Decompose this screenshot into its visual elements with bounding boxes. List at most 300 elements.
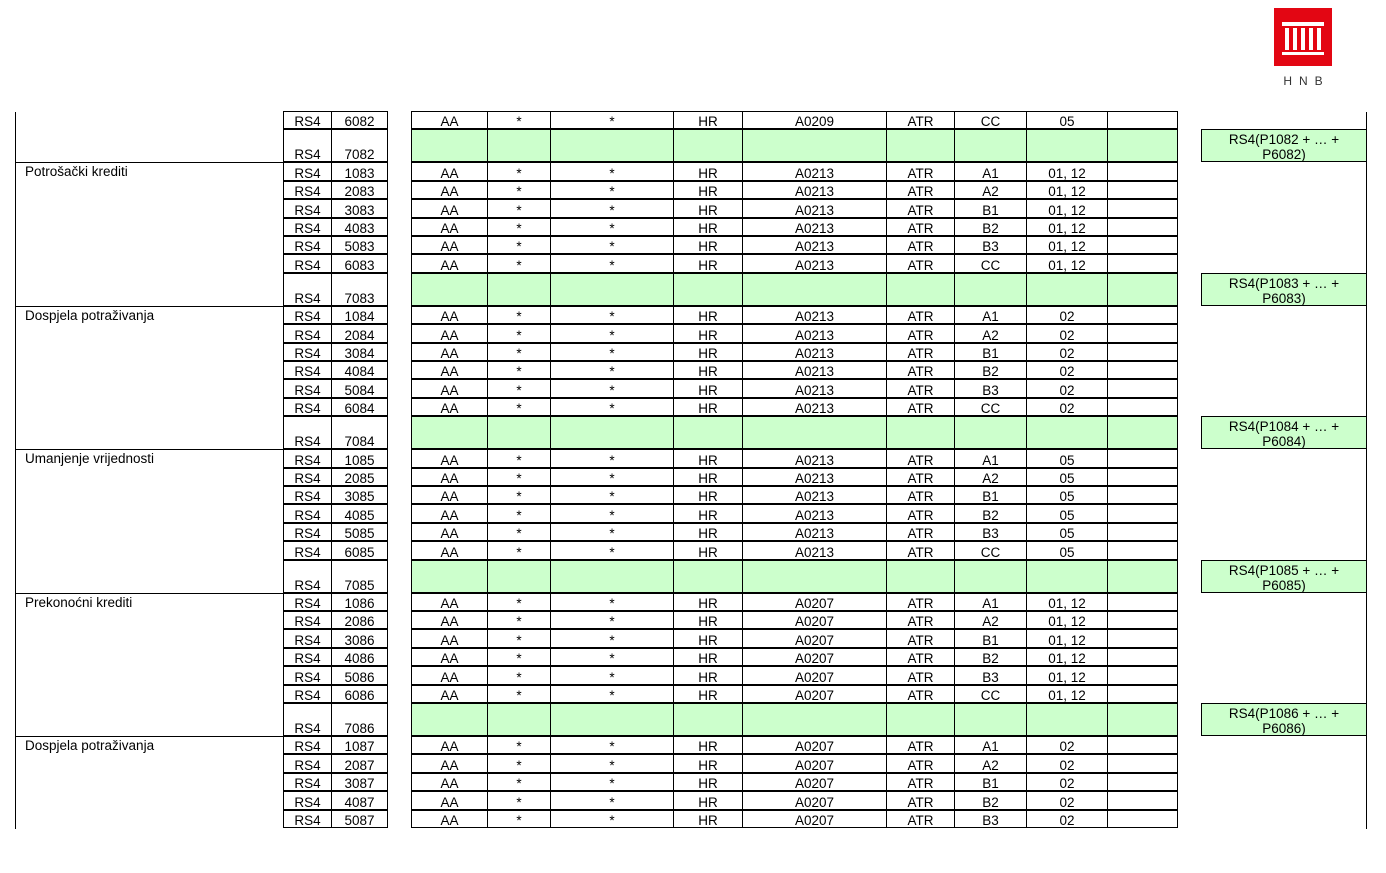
cell-s1: * bbox=[487, 754, 551, 773]
cell-code: 5086 bbox=[331, 666, 388, 685]
cell-cls: A2 bbox=[954, 324, 1027, 343]
cell-s1: * bbox=[487, 648, 551, 666]
cell-aa: AA bbox=[411, 593, 488, 611]
total-atr bbox=[886, 129, 955, 162]
cell-code: 6083 bbox=[331, 254, 388, 273]
total-code: 7084 bbox=[331, 416, 388, 449]
cell-s2: * bbox=[550, 629, 674, 648]
cell-val: 01, 12 bbox=[1026, 648, 1108, 666]
cell-s2: * bbox=[550, 111, 674, 129]
cell-blank bbox=[1107, 541, 1178, 560]
cell-s2: * bbox=[550, 361, 674, 379]
cell-aa: AA bbox=[411, 162, 488, 181]
cell-code: 4086 bbox=[331, 648, 388, 666]
cell-rs: RS4 bbox=[283, 593, 332, 611]
cell-aa: AA bbox=[411, 486, 488, 504]
cell-atr: ATR bbox=[886, 218, 955, 236]
cell-s1: * bbox=[487, 306, 551, 324]
cell-blank bbox=[1107, 343, 1178, 361]
cell-val: 02 bbox=[1026, 791, 1108, 810]
cell-aa: AA bbox=[411, 611, 488, 629]
cell-atr: ATR bbox=[886, 449, 955, 468]
total-a bbox=[742, 273, 887, 306]
cell-aa: AA bbox=[411, 629, 488, 648]
group-description: Umanjenje vrijednosti bbox=[25, 451, 155, 466]
cell-cls: B3 bbox=[954, 379, 1027, 398]
cell-aa: AA bbox=[411, 648, 488, 666]
total-formula bbox=[1201, 703, 1367, 736]
cell-cls: CC bbox=[954, 111, 1027, 129]
cell-s2: * bbox=[550, 218, 674, 236]
formula-line-1: RS4(P1086 + … + bbox=[1228, 706, 1340, 721]
cell-val: 05 bbox=[1026, 504, 1108, 523]
cell-atr: ATR bbox=[886, 666, 955, 685]
cell-rs: RS4 bbox=[283, 629, 332, 648]
cell-s1: * bbox=[487, 343, 551, 361]
cell-s2: * bbox=[550, 666, 674, 685]
cell-blank bbox=[1107, 593, 1178, 611]
total-s1 bbox=[487, 273, 551, 306]
cell-blank bbox=[1107, 361, 1178, 379]
total-blank bbox=[1107, 129, 1178, 162]
cell-rs: RS4 bbox=[283, 181, 332, 199]
cell-a: A0213 bbox=[742, 199, 887, 218]
total-cls bbox=[954, 416, 1027, 449]
formula-line-2: P6082) bbox=[1262, 147, 1306, 162]
cell-blank bbox=[1107, 162, 1178, 181]
cell-val: 01, 12 bbox=[1026, 218, 1108, 236]
total-rs: RS4 bbox=[283, 703, 332, 736]
cell-aa: AA bbox=[411, 666, 488, 685]
cell-s2: * bbox=[550, 736, 674, 754]
cell-rs: RS4 bbox=[283, 685, 332, 703]
cell-atr: ATR bbox=[886, 199, 955, 218]
cell-s1: * bbox=[487, 379, 551, 398]
total-a bbox=[742, 703, 887, 736]
cell-atr: ATR bbox=[886, 791, 955, 810]
formula-line-1: RS4(P1082 + … + bbox=[1228, 132, 1340, 147]
cell-blank bbox=[1107, 254, 1178, 273]
cell-hr: HR bbox=[673, 111, 743, 129]
cell-s2: * bbox=[550, 754, 674, 773]
group-description: Dospjela potraživanja bbox=[25, 738, 155, 753]
group-description: Prekonoćni krediti bbox=[25, 595, 133, 610]
cell-blank bbox=[1107, 736, 1178, 754]
total-aa bbox=[411, 560, 488, 593]
cell-hr: HR bbox=[673, 486, 743, 504]
cell-blank bbox=[1107, 468, 1178, 486]
cell-hr: HR bbox=[673, 306, 743, 324]
cell-aa: AA bbox=[411, 791, 488, 810]
cell-blank bbox=[1107, 629, 1178, 648]
cell-val: 05 bbox=[1026, 111, 1108, 129]
cell-hr: HR bbox=[673, 666, 743, 685]
total-s1 bbox=[487, 129, 551, 162]
cell-s1: * bbox=[487, 449, 551, 468]
total-aa bbox=[411, 129, 488, 162]
cell-aa: AA bbox=[411, 398, 488, 416]
cell-atr: ATR bbox=[886, 541, 955, 560]
total-a bbox=[742, 560, 887, 593]
cell-a: A0207 bbox=[742, 666, 887, 685]
cell-val: 01, 12 bbox=[1026, 162, 1108, 181]
cell-a: A0207 bbox=[742, 648, 887, 666]
total-formula bbox=[1201, 129, 1367, 162]
cell-val: 01, 12 bbox=[1026, 199, 1108, 218]
cell-s1: * bbox=[487, 736, 551, 754]
cell-s1: * bbox=[487, 593, 551, 611]
cell-cls: A2 bbox=[954, 181, 1027, 199]
cell-s2: * bbox=[550, 523, 674, 541]
cell-s2: * bbox=[550, 468, 674, 486]
cell-aa: AA bbox=[411, 504, 488, 523]
cell-s2: * bbox=[550, 791, 674, 810]
cell-code: 5083 bbox=[331, 236, 388, 254]
cell-blank bbox=[1107, 486, 1178, 504]
total-val bbox=[1026, 560, 1108, 593]
cell-aa: AA bbox=[411, 810, 488, 828]
cell-rs: RS4 bbox=[283, 773, 332, 791]
cell-code: 4087 bbox=[331, 791, 388, 810]
cell-cls: B3 bbox=[954, 236, 1027, 254]
total-s1 bbox=[487, 416, 551, 449]
cell-a: A0207 bbox=[742, 611, 887, 629]
cell-val: 02 bbox=[1026, 810, 1108, 828]
cell-rs: RS4 bbox=[283, 111, 332, 129]
cell-blank bbox=[1107, 236, 1178, 254]
cell-s1: * bbox=[487, 398, 551, 416]
cell-atr: ATR bbox=[886, 468, 955, 486]
cell-s2: * bbox=[550, 611, 674, 629]
formula-line-1: RS4(P1084 + … + bbox=[1228, 419, 1340, 434]
cell-code: 2085 bbox=[331, 468, 388, 486]
total-hr bbox=[673, 703, 743, 736]
cell-code: 1083 bbox=[331, 162, 388, 181]
total-atr bbox=[886, 703, 955, 736]
cell-s1: * bbox=[487, 468, 551, 486]
cell-rs: RS4 bbox=[283, 648, 332, 666]
total-s2 bbox=[550, 703, 674, 736]
cell-code: 5087 bbox=[331, 810, 388, 828]
cell-hr: HR bbox=[673, 685, 743, 703]
cell-cls: CC bbox=[954, 685, 1027, 703]
cell-blank bbox=[1107, 449, 1178, 468]
cell-code: 6086 bbox=[331, 685, 388, 703]
group-divider bbox=[15, 162, 283, 163]
cell-s2: * bbox=[550, 541, 674, 560]
total-val bbox=[1026, 273, 1108, 306]
cell-cls: B1 bbox=[954, 629, 1027, 648]
cell-hr: HR bbox=[673, 181, 743, 199]
cell-blank bbox=[1107, 181, 1178, 199]
cell-blank bbox=[1107, 398, 1178, 416]
cell-blank bbox=[1107, 111, 1178, 129]
cell-a: A0209 bbox=[742, 111, 887, 129]
group-divider bbox=[15, 306, 283, 307]
total-s2 bbox=[550, 273, 674, 306]
total-rs: RS4 bbox=[283, 129, 332, 162]
cell-aa: AA bbox=[411, 236, 488, 254]
cell-blank bbox=[1107, 810, 1178, 828]
cell-val: 01, 12 bbox=[1026, 666, 1108, 685]
total-code: 7086 bbox=[331, 703, 388, 736]
cell-val: 01, 12 bbox=[1026, 236, 1108, 254]
cell-a: A0213 bbox=[742, 324, 887, 343]
cell-cls: CC bbox=[954, 254, 1027, 273]
total-blank bbox=[1107, 416, 1178, 449]
cell-rs: RS4 bbox=[283, 343, 332, 361]
total-code: 7085 bbox=[331, 560, 388, 593]
cell-code: 3084 bbox=[331, 343, 388, 361]
cell-code: 3087 bbox=[331, 773, 388, 791]
cell-cls: B2 bbox=[954, 648, 1027, 666]
cell-rs: RS4 bbox=[283, 611, 332, 629]
cell-cls: A1 bbox=[954, 306, 1027, 324]
cell-blank bbox=[1107, 379, 1178, 398]
cell-aa: AA bbox=[411, 773, 488, 791]
cell-rs: RS4 bbox=[283, 236, 332, 254]
cell-blank bbox=[1107, 306, 1178, 324]
cell-cls: B1 bbox=[954, 343, 1027, 361]
cell-s2: * bbox=[550, 648, 674, 666]
cell-a: A0213 bbox=[742, 306, 887, 324]
cell-rs: RS4 bbox=[283, 199, 332, 218]
cell-s2: * bbox=[550, 343, 674, 361]
cell-atr: ATR bbox=[886, 773, 955, 791]
cell-hr: HR bbox=[673, 449, 743, 468]
cell-cls: CC bbox=[954, 541, 1027, 560]
cell-cls: B3 bbox=[954, 810, 1027, 828]
cell-rs: RS4 bbox=[283, 736, 332, 754]
cell-atr: ATR bbox=[886, 486, 955, 504]
cell-code: 1084 bbox=[331, 306, 388, 324]
cell-s2: * bbox=[550, 810, 674, 828]
cell-rs: RS4 bbox=[283, 666, 332, 685]
cell-hr: HR bbox=[673, 398, 743, 416]
cell-a: A0207 bbox=[742, 810, 887, 828]
cell-s2: * bbox=[550, 181, 674, 199]
total-formula bbox=[1201, 273, 1367, 306]
cell-cls: B2 bbox=[954, 791, 1027, 810]
cell-val: 02 bbox=[1026, 754, 1108, 773]
cell-hr: HR bbox=[673, 611, 743, 629]
cell-aa: AA bbox=[411, 254, 488, 273]
cell-val: 02 bbox=[1026, 379, 1108, 398]
cell-hr: HR bbox=[673, 648, 743, 666]
cell-cls: B2 bbox=[954, 361, 1027, 379]
cell-code: 5084 bbox=[331, 379, 388, 398]
cell-cls: A1 bbox=[954, 449, 1027, 468]
cell-blank bbox=[1107, 611, 1178, 629]
total-hr bbox=[673, 129, 743, 162]
cell-cls: B1 bbox=[954, 199, 1027, 218]
left-border bbox=[15, 112, 16, 829]
total-code: 7082 bbox=[331, 129, 388, 162]
cell-cls: B1 bbox=[954, 773, 1027, 791]
cell-hr: HR bbox=[673, 773, 743, 791]
cell-val: 01, 12 bbox=[1026, 685, 1108, 703]
cell-s2: * bbox=[550, 306, 674, 324]
cell-atr: ATR bbox=[886, 361, 955, 379]
cell-val: 02 bbox=[1026, 773, 1108, 791]
cell-hr: HR bbox=[673, 236, 743, 254]
cell-blank bbox=[1107, 199, 1178, 218]
cell-a: A0207 bbox=[742, 791, 887, 810]
cell-s1: * bbox=[487, 773, 551, 791]
cell-val: 05 bbox=[1026, 486, 1108, 504]
cell-aa: AA bbox=[411, 324, 488, 343]
cell-atr: ATR bbox=[886, 629, 955, 648]
cell-rs: RS4 bbox=[283, 306, 332, 324]
cell-a: A0213 bbox=[742, 218, 887, 236]
cell-rs: RS4 bbox=[283, 218, 332, 236]
group-divider bbox=[15, 593, 283, 594]
cell-aa: AA bbox=[411, 361, 488, 379]
cell-val: 01, 12 bbox=[1026, 611, 1108, 629]
cell-rs: RS4 bbox=[283, 449, 332, 468]
cell-val: 01, 12 bbox=[1026, 254, 1108, 273]
cell-val: 02 bbox=[1026, 398, 1108, 416]
cell-s1: * bbox=[487, 236, 551, 254]
formula-line-2: P6084) bbox=[1262, 434, 1306, 449]
cell-s1: * bbox=[487, 523, 551, 541]
cell-code: 2084 bbox=[331, 324, 388, 343]
cell-code: 2083 bbox=[331, 181, 388, 199]
cell-code: 6085 bbox=[331, 541, 388, 560]
cell-s1: * bbox=[487, 629, 551, 648]
cell-cls: A1 bbox=[954, 593, 1027, 611]
cell-val: 01, 12 bbox=[1026, 181, 1108, 199]
cell-aa: AA bbox=[411, 541, 488, 560]
formula-line-2: P6086) bbox=[1262, 721, 1306, 736]
cell-hr: HR bbox=[673, 523, 743, 541]
cell-aa: AA bbox=[411, 181, 488, 199]
cell-s2: * bbox=[550, 398, 674, 416]
total-val bbox=[1026, 129, 1108, 162]
total-s2 bbox=[550, 129, 674, 162]
cell-s2: * bbox=[550, 254, 674, 273]
cell-s2: * bbox=[550, 236, 674, 254]
cell-atr: ATR bbox=[886, 593, 955, 611]
cell-rs: RS4 bbox=[283, 791, 332, 810]
cell-a: A0213 bbox=[742, 541, 887, 560]
total-val bbox=[1026, 703, 1108, 736]
cell-a: A0207 bbox=[742, 754, 887, 773]
cell-s1: * bbox=[487, 791, 551, 810]
total-blank bbox=[1107, 560, 1178, 593]
cell-val: 02 bbox=[1026, 736, 1108, 754]
total-a bbox=[742, 129, 887, 162]
cell-hr: HR bbox=[673, 324, 743, 343]
cell-s1: * bbox=[487, 218, 551, 236]
cell-hr: HR bbox=[673, 343, 743, 361]
cell-code: 4083 bbox=[331, 218, 388, 236]
cell-atr: ATR bbox=[886, 754, 955, 773]
cell-rs: RS4 bbox=[283, 379, 332, 398]
cell-code: 2086 bbox=[331, 611, 388, 629]
cell-code: 5085 bbox=[331, 523, 388, 541]
cell-a: A0207 bbox=[742, 773, 887, 791]
hnb-logo-text: HNB bbox=[1283, 74, 1330, 88]
cell-aa: AA bbox=[411, 685, 488, 703]
cell-s1: * bbox=[487, 181, 551, 199]
cell-hr: HR bbox=[673, 468, 743, 486]
cell-rs: RS4 bbox=[283, 523, 332, 541]
cell-cls: B2 bbox=[954, 218, 1027, 236]
cell-atr: ATR bbox=[886, 306, 955, 324]
total-hr bbox=[673, 560, 743, 593]
cell-atr: ATR bbox=[886, 111, 955, 129]
cell-a: A0213 bbox=[742, 254, 887, 273]
cell-code: 1086 bbox=[331, 593, 388, 611]
total-atr bbox=[886, 560, 955, 593]
cell-blank bbox=[1107, 523, 1178, 541]
cell-code: 4085 bbox=[331, 504, 388, 523]
formula-line-1: RS4(P1085 + … + bbox=[1228, 563, 1340, 578]
cell-atr: ATR bbox=[886, 254, 955, 273]
cell-cls: A1 bbox=[954, 162, 1027, 181]
total-s1 bbox=[487, 703, 551, 736]
total-formula bbox=[1201, 416, 1367, 449]
cell-code: 6084 bbox=[331, 398, 388, 416]
total-s2 bbox=[550, 560, 674, 593]
cell-a: A0213 bbox=[742, 523, 887, 541]
cell-val: 05 bbox=[1026, 449, 1108, 468]
total-rs: RS4 bbox=[283, 273, 332, 306]
cell-s1: * bbox=[487, 111, 551, 129]
cell-hr: HR bbox=[673, 629, 743, 648]
total-code: 7083 bbox=[331, 273, 388, 306]
cell-atr: ATR bbox=[886, 504, 955, 523]
cell-s1: * bbox=[487, 254, 551, 273]
total-formula bbox=[1201, 560, 1367, 593]
cell-val: 02 bbox=[1026, 306, 1108, 324]
cell-atr: ATR bbox=[886, 181, 955, 199]
cell-blank bbox=[1107, 791, 1178, 810]
cell-rs: RS4 bbox=[283, 541, 332, 560]
cell-cls: B1 bbox=[954, 486, 1027, 504]
cell-hr: HR bbox=[673, 736, 743, 754]
cell-cls: B3 bbox=[954, 666, 1027, 685]
cell-a: A0213 bbox=[742, 162, 887, 181]
cell-aa: AA bbox=[411, 468, 488, 486]
cell-atr: ATR bbox=[886, 685, 955, 703]
cell-s2: * bbox=[550, 449, 674, 468]
cell-a: A0213 bbox=[742, 181, 887, 199]
cell-code: 6082 bbox=[331, 111, 388, 129]
cell-code: 3086 bbox=[331, 629, 388, 648]
total-atr bbox=[886, 416, 955, 449]
right-border bbox=[1366, 112, 1367, 829]
cell-cls: A2 bbox=[954, 754, 1027, 773]
total-atr bbox=[886, 273, 955, 306]
cell-s1: * bbox=[487, 486, 551, 504]
cell-hr: HR bbox=[673, 791, 743, 810]
cell-hr: HR bbox=[673, 504, 743, 523]
cell-code: 1085 bbox=[331, 449, 388, 468]
cell-hr: HR bbox=[673, 199, 743, 218]
cell-val: 02 bbox=[1026, 324, 1108, 343]
cell-s2: * bbox=[550, 504, 674, 523]
cell-rs: RS4 bbox=[283, 754, 332, 773]
cell-a: A0213 bbox=[742, 343, 887, 361]
total-hr bbox=[673, 416, 743, 449]
cell-aa: AA bbox=[411, 379, 488, 398]
cell-s1: * bbox=[487, 504, 551, 523]
cell-val: 01, 12 bbox=[1026, 593, 1108, 611]
cell-blank bbox=[1107, 218, 1178, 236]
cell-cls: B2 bbox=[954, 504, 1027, 523]
